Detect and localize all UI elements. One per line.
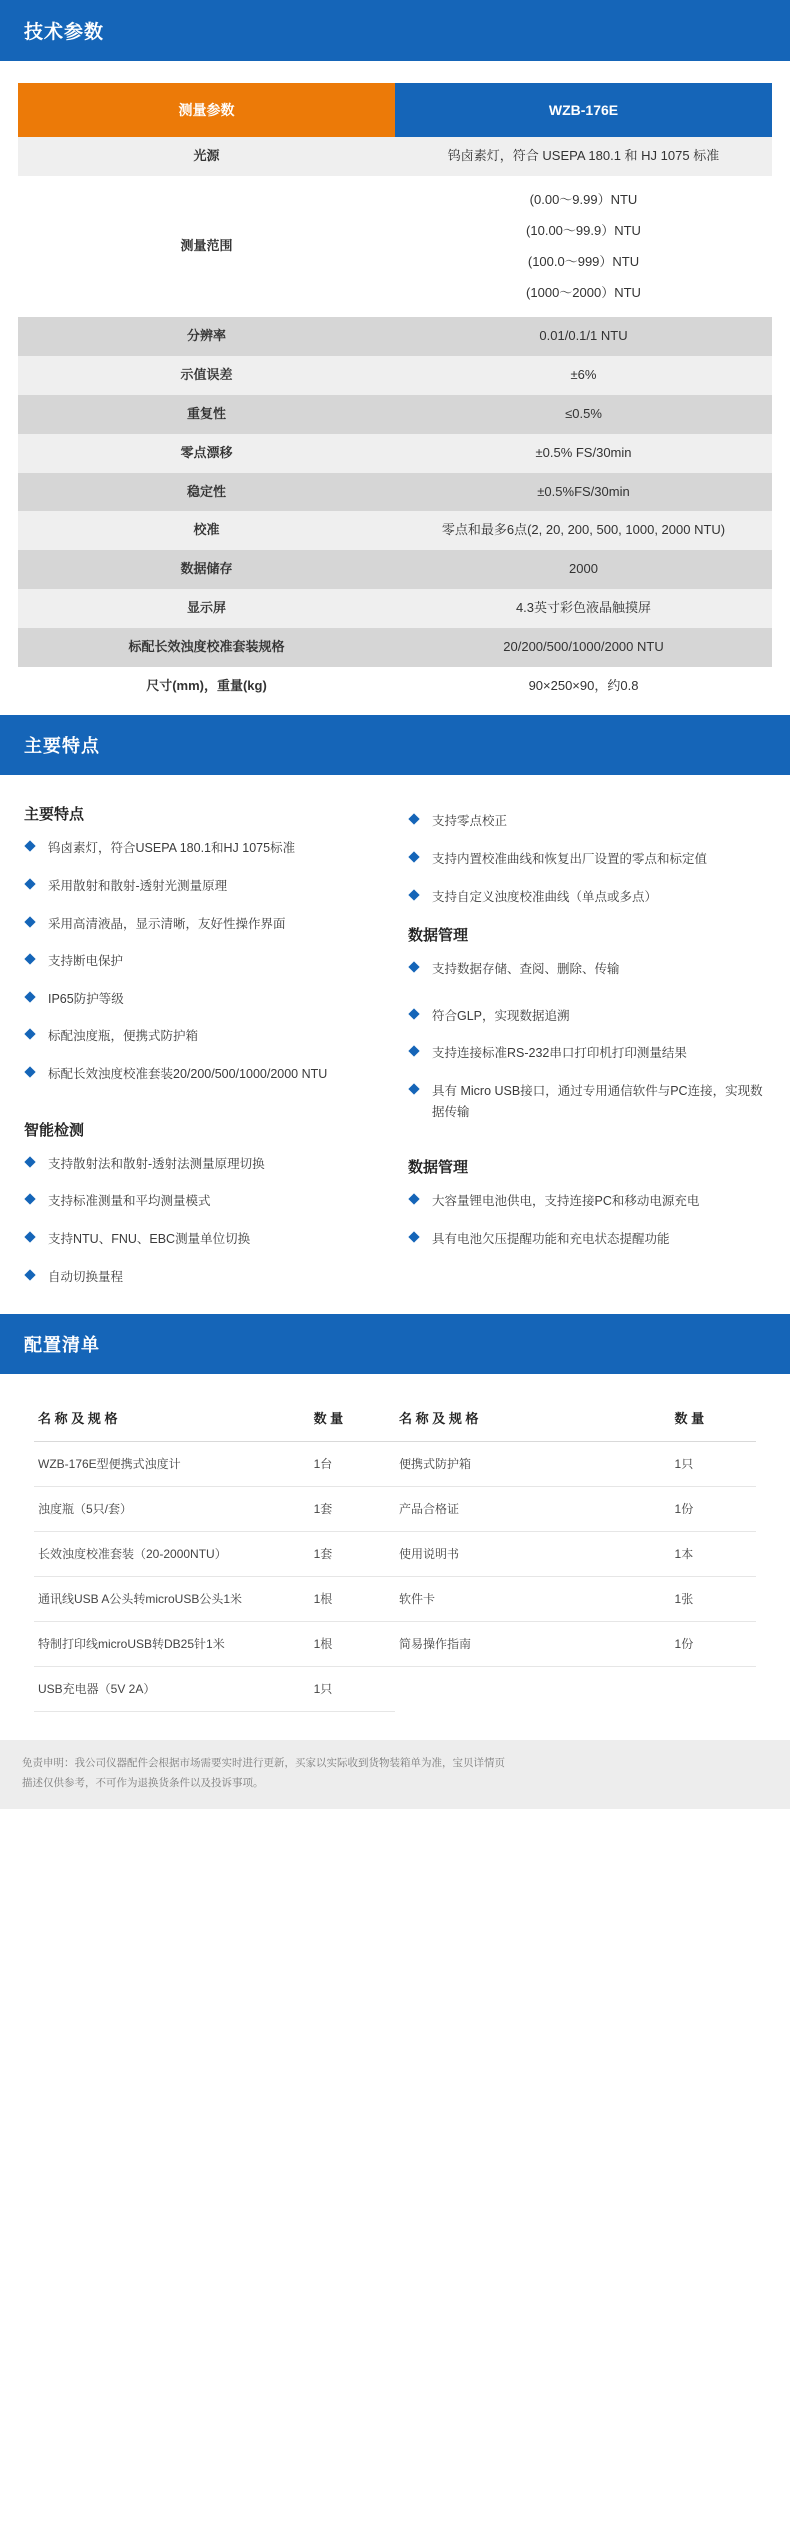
config-item-qty: 1台 [310, 1442, 395, 1487]
config-item-name: USB充电器（5V 2A） [34, 1667, 310, 1712]
spec-label: 零点漂移 [18, 434, 395, 473]
config-item-qty: 1套 [310, 1487, 395, 1532]
config-item-name: 产品合格证 [395, 1487, 671, 1532]
features-list [408, 959, 766, 1122]
list-item-label: 具有电池欠压提醒功能和充电状态提醒功能 [432, 1231, 670, 1246]
spec-value-range [395, 176, 772, 317]
configuration-table-wrap [0, 1374, 790, 1722]
features-list [24, 838, 382, 1084]
table-row [34, 1532, 756, 1577]
spec-label: 光源 [18, 137, 395, 176]
list-item-label: 支持连接标准RS-232串口打印机打印测量结果 [432, 1046, 687, 1061]
spec-value: 0.01/0.1/1 NTU [395, 317, 772, 356]
list-item-label: 支持标准测量和平均测量模式 [48, 1194, 211, 1209]
features-group-title: 主要特点 [24, 806, 85, 824]
list-item [24, 1026, 382, 1047]
range-item: (10.00～99.9）NTU [526, 222, 641, 238]
list-item [24, 914, 382, 935]
list-item [24, 1191, 382, 1212]
table-row [18, 628, 772, 667]
table-row [18, 434, 772, 473]
spec-header-parameter: 测量参数 [18, 83, 395, 137]
list-item-label: IP65防护等级 [48, 991, 124, 1006]
config-header-name-2: 名 称 及 规 格 [395, 1398, 671, 1442]
list-item-label: 支持NTU、FNU、EBC测量单位切换 [48, 1231, 251, 1246]
spec-value: 钨卤素灯，符合 USEPA 180.1 和 HJ 1075 标准 [395, 137, 772, 176]
table-row [34, 1577, 756, 1622]
list-item-label: 支持断电保护 [48, 954, 124, 969]
list-item-label: 采用高清液晶，显示清晰，友好性操作界面 [48, 916, 286, 931]
list-item-label: 支持零点校正 [432, 814, 508, 829]
list-item-label: 支持散射法和散射-透射法测量原理切换 [48, 1156, 265, 1171]
specifications-table-wrap [0, 61, 790, 715]
spec-value: 4.3英寸彩色液晶触摸屏 [395, 589, 772, 628]
table-row [18, 589, 772, 628]
table-header-row [18, 83, 772, 137]
disclaimer-line-1: 免责申明：我公司仪器配件会根据市场需要实时进行更新，买家以实际收到货物装箱单为准，宝贝详情页 [22, 1757, 505, 1770]
diamond-bullet-icon [408, 851, 419, 862]
spec-label: 重复性 [18, 395, 395, 434]
list-item [408, 1191, 766, 1212]
section-header-specifications: 技术参数 [0, 0, 790, 61]
list-item-label: 具有 Micro USB接口，通过专用通信软件与PC连接，实现数据传输 [432, 1084, 763, 1119]
list-item-label: 标配浊度瓶，便携式防护箱 [48, 1029, 199, 1044]
diamond-bullet-icon [24, 1269, 35, 1280]
config-item-name: WZB-176E型便携式浊度计 [34, 1442, 310, 1487]
list-item [24, 1267, 382, 1288]
diamond-bullet-icon [408, 889, 419, 900]
table-row [34, 1442, 756, 1487]
diamond-bullet-icon [408, 1231, 419, 1242]
range-item: (100.0～999）NTU [527, 253, 640, 269]
config-item-qty: 1根 [310, 1622, 395, 1667]
list-item [24, 989, 382, 1010]
spec-label: 标配长效浊度校准套装规格 [18, 628, 395, 667]
table-row [18, 395, 772, 434]
diamond-bullet-icon [24, 991, 35, 1002]
table-row [18, 550, 772, 589]
features-group-title: 数据管理 [408, 1159, 469, 1177]
list-item [408, 959, 766, 980]
spec-value: 零点和最多6点(2, 20, 200, 500, 1000, 2000 NTU) [395, 511, 772, 550]
config-item-name: 特制打印线microUSB转DB25针1米 [34, 1622, 310, 1667]
config-item-qty [671, 1667, 756, 1712]
diamond-bullet-icon [24, 916, 35, 927]
range-item: (1000～2000）NTU [526, 284, 641, 300]
config-item-qty: 1只 [310, 1667, 395, 1712]
features-group-title: 数据管理 [408, 927, 469, 945]
config-item-qty: 1本 [671, 1532, 756, 1577]
spec-value: ±6% [395, 356, 772, 395]
config-item-qty: 1根 [310, 1577, 395, 1622]
disclaimer-footer [0, 1740, 790, 1809]
spec-value: 2000 [395, 550, 772, 589]
list-item [24, 876, 382, 897]
list-item [408, 1229, 766, 1250]
list-item-label: 自动切换量程 [48, 1269, 124, 1284]
list-item [24, 1229, 382, 1250]
config-item-name: 长效浊度校准套装（20-2000NTU） [34, 1532, 310, 1577]
config-item-qty: 1套 [310, 1532, 395, 1577]
features-list [24, 1154, 382, 1288]
config-header-qty-1: 数 量 [310, 1398, 395, 1442]
list-item-label: 采用散射和散射-透射光测量原理 [48, 878, 228, 893]
spec-value: 20/200/500/1000/2000 NTU [395, 628, 772, 667]
list-item-label: 标配长效浊度校准套装20/200/500/1000/2000 NTU [48, 1067, 328, 1082]
config-item-name: 使用说明书 [395, 1532, 671, 1577]
list-item-label: 钨卤素灯，符合USEPA 180.1和HJ 1075标准 [48, 841, 296, 856]
table-row [18, 317, 772, 356]
section-header-features: 主要特点 [0, 715, 790, 775]
list-item-label: 大容量锂电池供电，支持连接PC和移动电源充电 [432, 1194, 700, 1209]
diamond-bullet-icon [24, 1231, 35, 1242]
table-row [18, 511, 772, 550]
list-item [24, 838, 382, 859]
table-row [34, 1487, 756, 1532]
diamond-bullet-icon [24, 1194, 35, 1205]
table-row [34, 1667, 756, 1712]
features-column-right [408, 795, 766, 1304]
diamond-bullet-icon [24, 1156, 35, 1167]
diamond-bullet-icon [408, 962, 419, 973]
list-item-label: 符合GLP，实现数据追溯 [432, 1008, 570, 1023]
diamond-bullet-icon [408, 1046, 419, 1057]
config-item-qty: 1只 [671, 1442, 756, 1487]
features-list [408, 811, 766, 907]
section-header-configuration: 配置清单 [0, 1314, 790, 1374]
diamond-bullet-icon [408, 814, 419, 825]
features-group-title: 智能检测 [24, 1121, 85, 1139]
diamond-bullet-icon [408, 1194, 419, 1205]
spec-header-model: WZB-176E [395, 83, 772, 137]
range-item: (0.00～9.99）NTU [529, 192, 638, 208]
diamond-bullet-icon [408, 1083, 419, 1094]
config-item-name: 软件卡 [395, 1577, 671, 1622]
config-item-name: 便携式防护箱 [395, 1442, 671, 1487]
spec-label: 数据储存 [18, 550, 395, 589]
features-column-left [24, 795, 382, 1304]
list-item-label: 支持内置校准曲线和恢复出厂设置的零点和标定值 [432, 851, 708, 866]
list-item-label: 支持数据存储、查阅、删除、传输 [432, 962, 620, 977]
spec-label: 示值误差 [18, 356, 395, 395]
spec-value: ±0.5% FS/30min [395, 434, 772, 473]
table-row [34, 1622, 756, 1667]
list-item-label: 支持自定义浊度校准曲线（单点或多点） [432, 889, 658, 904]
list-item [24, 1064, 382, 1085]
features-section [0, 775, 790, 1314]
spec-value: 90×250×90，约0.8 [395, 667, 772, 706]
list-item [408, 811, 766, 832]
table-row [18, 356, 772, 395]
table-header-row [34, 1398, 756, 1442]
config-header-qty-2: 数 量 [671, 1398, 756, 1442]
config-item-name: 浊度瓶（5只/套） [34, 1487, 310, 1532]
list-item [408, 887, 766, 908]
list-item [24, 1154, 382, 1175]
configuration-table [34, 1398, 756, 1712]
diamond-bullet-icon [24, 841, 35, 852]
config-item-name: 通讯线USB A公头转microUSB公头1米 [34, 1577, 310, 1622]
diamond-bullet-icon [24, 1029, 35, 1040]
spec-label: 校准 [18, 511, 395, 550]
diamond-bullet-icon [24, 954, 35, 965]
table-row [18, 667, 772, 706]
specifications-table [18, 83, 772, 705]
diamond-bullet-icon [24, 1066, 35, 1077]
config-item-qty: 1份 [671, 1622, 756, 1667]
spec-label: 分辨率 [18, 317, 395, 356]
list-item [408, 1006, 766, 1027]
list-item [408, 1043, 766, 1064]
table-row [18, 473, 772, 512]
diamond-bullet-icon [24, 878, 35, 889]
config-item-name [395, 1667, 671, 1712]
features-list [408, 1191, 766, 1249]
spec-label: 尺寸(mm)，重量(kg) [18, 667, 395, 706]
config-item-qty: 1份 [671, 1487, 756, 1532]
list-item [24, 951, 382, 972]
table-row [18, 176, 772, 317]
config-item-name: 简易操作指南 [395, 1622, 671, 1667]
config-item-qty: 1张 [671, 1577, 756, 1622]
disclaimer-line-2: 描述仅供参考，不可作为退换货条件以及投诉事项。 [22, 1776, 264, 1789]
spec-label: 稳定性 [18, 473, 395, 512]
list-item [408, 1081, 766, 1122]
list-item [408, 849, 766, 870]
spec-label: 测量范围 [18, 176, 395, 317]
spec-value: ≤0.5% [395, 395, 772, 434]
diamond-bullet-icon [408, 1008, 419, 1019]
config-header-name-1: 名 称 及 规 格 [34, 1398, 310, 1442]
table-row [18, 137, 772, 176]
spec-value: ±0.5%FS/30min [395, 473, 772, 512]
spec-label: 显示屏 [18, 589, 395, 628]
